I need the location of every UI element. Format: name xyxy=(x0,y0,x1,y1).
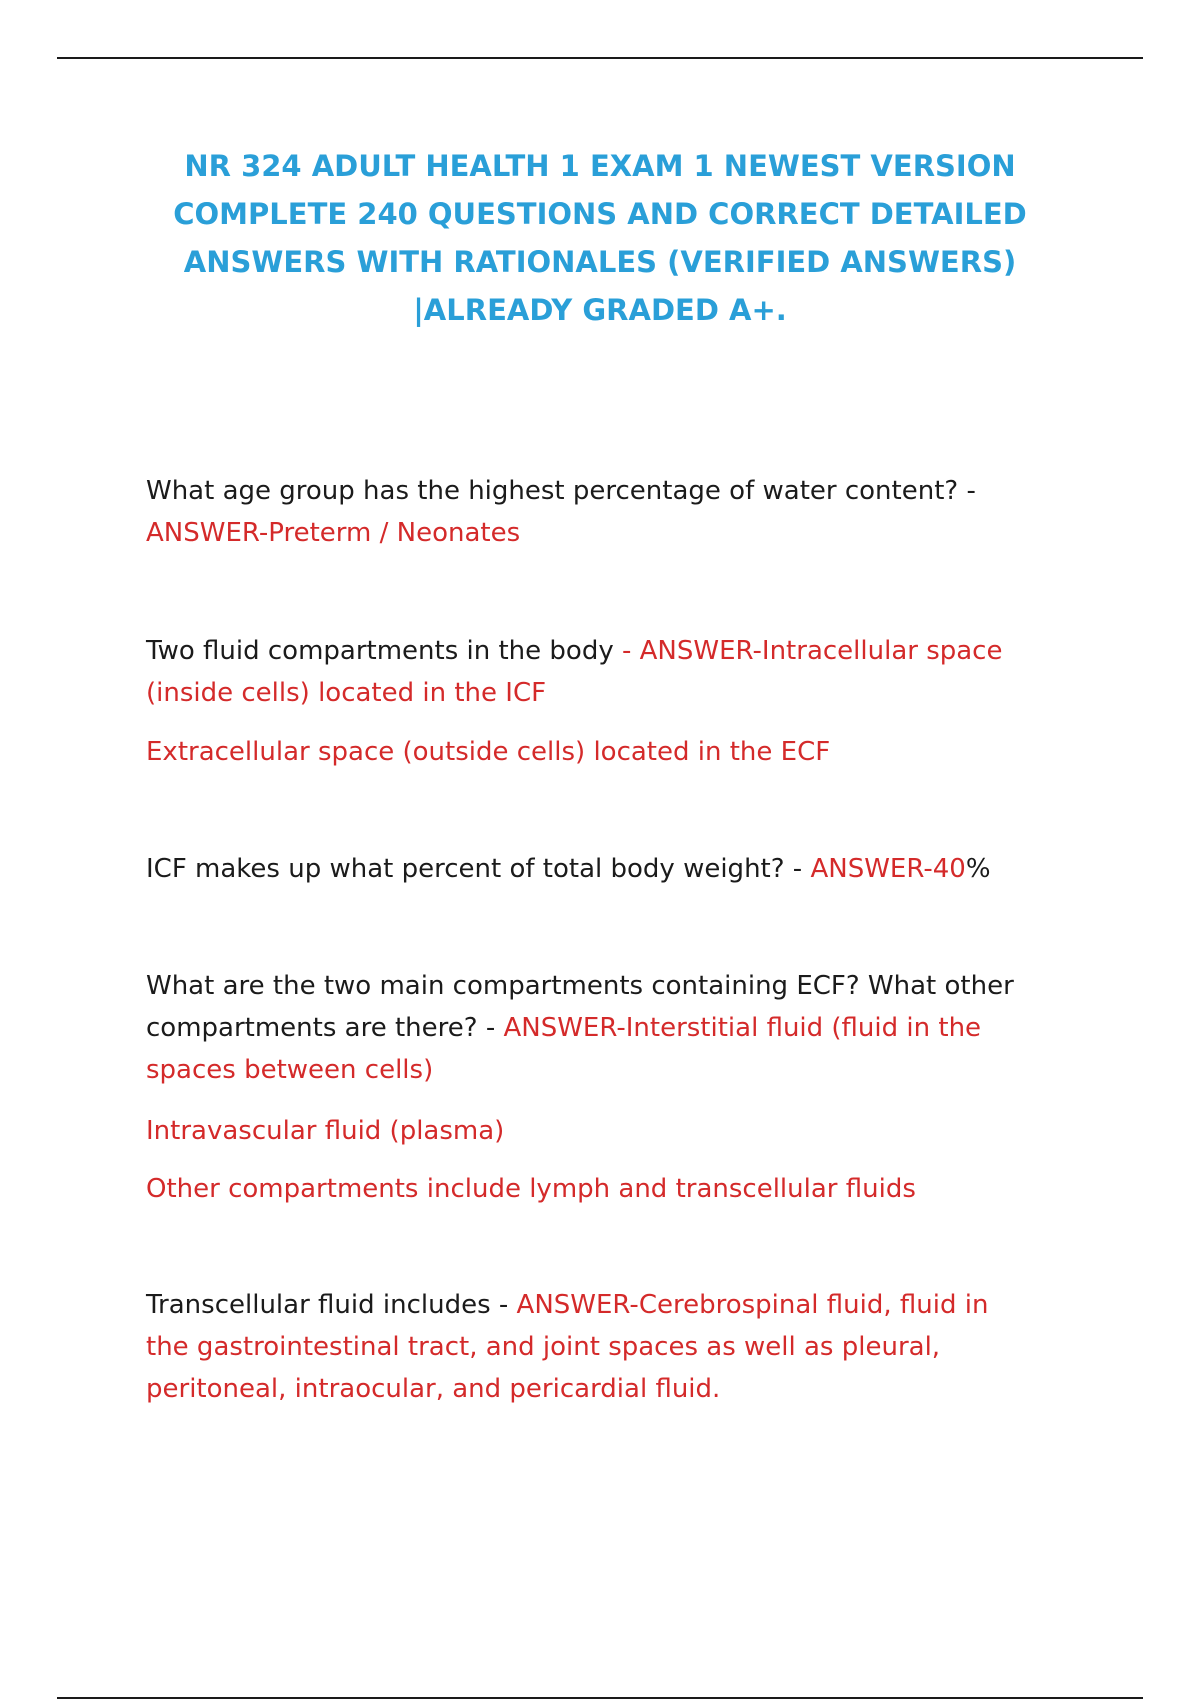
title-line-3: ANSWERS WITH RATIONALES (VERIFIED ANSWERS) xyxy=(183,245,1017,279)
question-text: What age group has the highest percentage of water content? - xyxy=(146,476,976,506)
answer-text: ANSWER-Preterm / Neonates xyxy=(146,518,521,548)
answer-text-continued: spaces between cells) xyxy=(146,1055,434,1085)
question-text: Two fluid compartments in the body xyxy=(146,636,614,666)
answer-paragraph: Intravascular fluid (plasma) xyxy=(146,1116,505,1146)
title-line-1: NR 324 ADULT HEALTH 1 EXAM 1 NEWEST VERSION xyxy=(184,149,1016,183)
qa-item-2-para2 xyxy=(146,731,1076,773)
question-text: What are the two main compartments containing ECF? What other xyxy=(146,971,1014,1001)
answer-text-continued: (inside cells) located in the ICF xyxy=(146,678,547,708)
question-text-continued: compartments are there? - xyxy=(146,1013,504,1043)
answer-text: ANSWER-Interstitial fluid (fluid in the xyxy=(503,1013,982,1043)
question-text: ICF makes up what percent of total body weight? - xyxy=(146,854,811,884)
answer-text-continued: the gastrointestinal tract, and joint spaces as well as pleural, xyxy=(146,1332,941,1362)
qa-item-5 xyxy=(146,1284,1076,1410)
answer-suffix: % xyxy=(965,854,991,884)
answer-paragraph: Other compartments include lymph and transcellular fluids xyxy=(146,1174,916,1204)
qa-item-4-para2 xyxy=(146,1110,1076,1152)
qa-item-4 xyxy=(146,965,1076,1091)
answer-paragraph: Extracellular space (outside cells) located in the ECF xyxy=(146,737,831,767)
qa-item-1 xyxy=(146,470,1076,554)
question-text: Transcellular fluid includes - xyxy=(146,1290,517,1320)
qa-item-2 xyxy=(146,630,1076,714)
qa-item-3 xyxy=(146,848,1076,890)
document-title xyxy=(150,142,1050,334)
title-line-4: |ALREADY GRADED A+. xyxy=(413,293,787,327)
title-line-2: COMPLETE 240 QUESTIONS AND CORRECT DETAILED xyxy=(173,197,1027,231)
qa-item-4-para3 xyxy=(146,1168,1076,1210)
answer-text: ANSWER-40 xyxy=(810,854,966,884)
bottom-rule xyxy=(57,1697,1143,1699)
top-rule xyxy=(57,57,1143,59)
answer-text-continued: peritoneal, intraocular, and pericardial fluid. xyxy=(146,1374,721,1404)
answer-text: ANSWER-Cerebrospinal fluid, fluid in xyxy=(516,1290,989,1320)
answer-text: - ANSWER-Intracellular space xyxy=(613,636,1003,666)
